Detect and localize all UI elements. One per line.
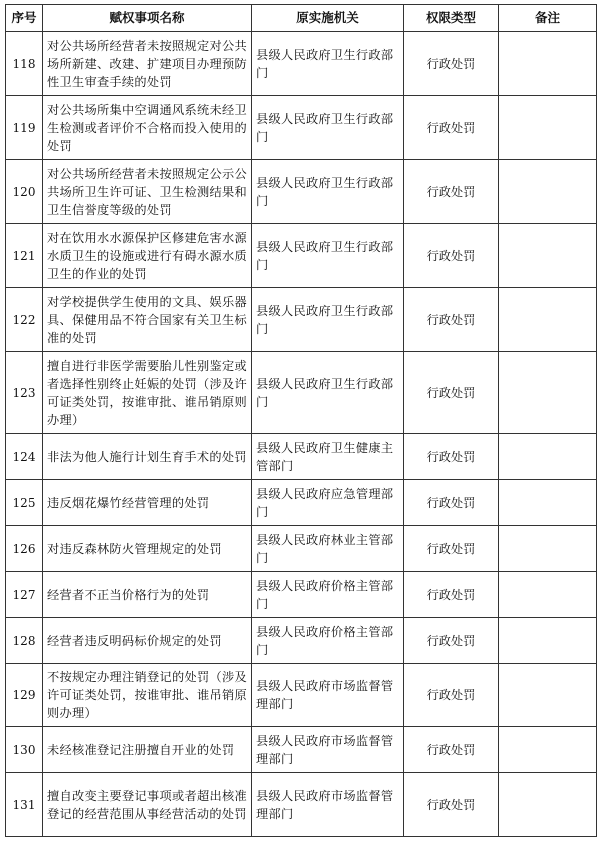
- row-remark: [499, 224, 597, 288]
- header-agency: 原实施机关: [252, 5, 404, 32]
- table-row: [6, 32, 597, 96]
- row-no: 119: [6, 96, 43, 160]
- table-row: [6, 664, 597, 727]
- table-row: [6, 224, 597, 288]
- table-row: [6, 526, 597, 572]
- row-item: 不按规定办理注销登记的处罚（涉及许可证类处罚，按谁审批、谁吊销原则办理）: [43, 664, 252, 727]
- table-row: [6, 480, 597, 526]
- row-type: 行政处罚: [404, 288, 499, 352]
- row-no: 128: [6, 618, 43, 664]
- row-type: 行政处罚: [404, 96, 499, 160]
- row-agency: 县级人民政府林业主管部门: [252, 526, 404, 572]
- row-item: 对学校提供学生使用的文具、娱乐器具、保健用品不符合国家有关卫生标准的处罚: [43, 288, 252, 352]
- row-no: 121: [6, 224, 43, 288]
- row-remark: [499, 32, 597, 96]
- row-type: 行政处罚: [404, 773, 499, 837]
- table-row: [6, 160, 597, 224]
- row-agency: 县级人民政府卫生行政部门: [252, 96, 404, 160]
- row-agency: 县级人民政府卫生行政部门: [252, 160, 404, 224]
- row-type: 行政处罚: [404, 434, 499, 480]
- header-item: 赋权事项名称: [43, 5, 252, 32]
- row-no: 120: [6, 160, 43, 224]
- row-remark: [499, 288, 597, 352]
- row-item: 未经核准登记注册擅自开业的处罚: [43, 727, 252, 773]
- row-agency: 县级人民政府应急管理部门: [252, 480, 404, 526]
- row-item: 对公共场所集中空调通风系统未经卫生检测或者评价不合格而投入使用的处罚: [43, 96, 252, 160]
- header-type: 权限类型: [404, 5, 499, 32]
- row-agency: 县级人民政府卫生行政部门: [252, 352, 404, 434]
- table-row: [6, 572, 597, 618]
- row-agency: 县级人民政府卫生行政部门: [252, 32, 404, 96]
- row-remark: [499, 434, 597, 480]
- row-no: 123: [6, 352, 43, 434]
- row-remark: [499, 727, 597, 773]
- row-item: 非法为他人施行计划生育手术的处罚: [43, 434, 252, 480]
- row-remark: [499, 664, 597, 727]
- row-agency: 县级人民政府卫生行政部门: [252, 288, 404, 352]
- row-item: 经营者不正当价格行为的处罚: [43, 572, 252, 618]
- row-item: 擅自改变主要登记事项或者超出核准登记的经营范围从事经营活动的处罚: [43, 773, 252, 837]
- row-type: 行政处罚: [404, 32, 499, 96]
- row-remark: [499, 96, 597, 160]
- row-agency: 县级人民政府价格主管部门: [252, 618, 404, 664]
- row-no: 126: [6, 526, 43, 572]
- row-item: 擅自进行非医学需要胎儿性别鉴定或者选择性别终止妊娠的处罚（涉及许可证类处罚，按谁审批、谁吊销原则办理）: [43, 352, 252, 434]
- row-no: 130: [6, 727, 43, 773]
- row-remark: [499, 160, 597, 224]
- row-remark: [499, 572, 597, 618]
- table-row: [6, 96, 597, 160]
- row-item: 对公共场所经营者未按照规定公示公共场所卫生许可证、卫生检测结果和卫生信誉度等级的处罚: [43, 160, 252, 224]
- row-item: 经营者违反明码标价规定的处罚: [43, 618, 252, 664]
- row-no: 131: [6, 773, 43, 837]
- row-no: 124: [6, 434, 43, 480]
- header-row: [6, 5, 597, 32]
- row-agency: 县级人民政府市场监督管理部门: [252, 773, 404, 837]
- row-type: 行政处罚: [404, 480, 499, 526]
- row-type: 行政处罚: [404, 526, 499, 572]
- authority-table: [5, 4, 597, 837]
- row-type: 行政处罚: [404, 160, 499, 224]
- table-row: [6, 434, 597, 480]
- row-remark: [499, 352, 597, 434]
- row-agency: 县级人民政府卫生行政部门: [252, 224, 404, 288]
- row-remark: [499, 526, 597, 572]
- table-row: [6, 352, 597, 434]
- row-no: 122: [6, 288, 43, 352]
- header-no: 序号: [6, 5, 43, 32]
- row-item: 对违反森林防火管理规定的处罚: [43, 526, 252, 572]
- row-type: 行政处罚: [404, 664, 499, 727]
- row-item: 对在饮用水水源保护区修建危害水源水质卫生的设施或进行有碍水源水质卫生的作业的处罚: [43, 224, 252, 288]
- table-row: [6, 727, 597, 773]
- table-row: [6, 618, 597, 664]
- row-agency: 县级人民政府价格主管部门: [252, 572, 404, 618]
- row-type: 行政处罚: [404, 572, 499, 618]
- row-type: 行政处罚: [404, 224, 499, 288]
- row-item: 对公共场所经营者未按照规定对公共场所新建、改建、扩建项目办理预防性卫生审查手续的处罚: [43, 32, 252, 96]
- row-agency: 县级人民政府卫生健康主管部门: [252, 434, 404, 480]
- row-no: 129: [6, 664, 43, 727]
- row-remark: [499, 773, 597, 837]
- row-remark: [499, 618, 597, 664]
- table-row: [6, 288, 597, 352]
- row-item: 违反烟花爆竹经营管理的处罚: [43, 480, 252, 526]
- row-no: 118: [6, 32, 43, 96]
- row-no: 125: [6, 480, 43, 526]
- row-type: 行政处罚: [404, 352, 499, 434]
- row-type: 行政处罚: [404, 727, 499, 773]
- header-remark: 备注: [499, 5, 597, 32]
- row-agency: 县级人民政府市场监督管理部门: [252, 664, 404, 727]
- row-remark: [499, 480, 597, 526]
- row-agency: 县级人民政府市场监督管理部门: [252, 727, 404, 773]
- row-type: 行政处罚: [404, 618, 499, 664]
- row-no: 127: [6, 572, 43, 618]
- table-row: [6, 773, 597, 837]
